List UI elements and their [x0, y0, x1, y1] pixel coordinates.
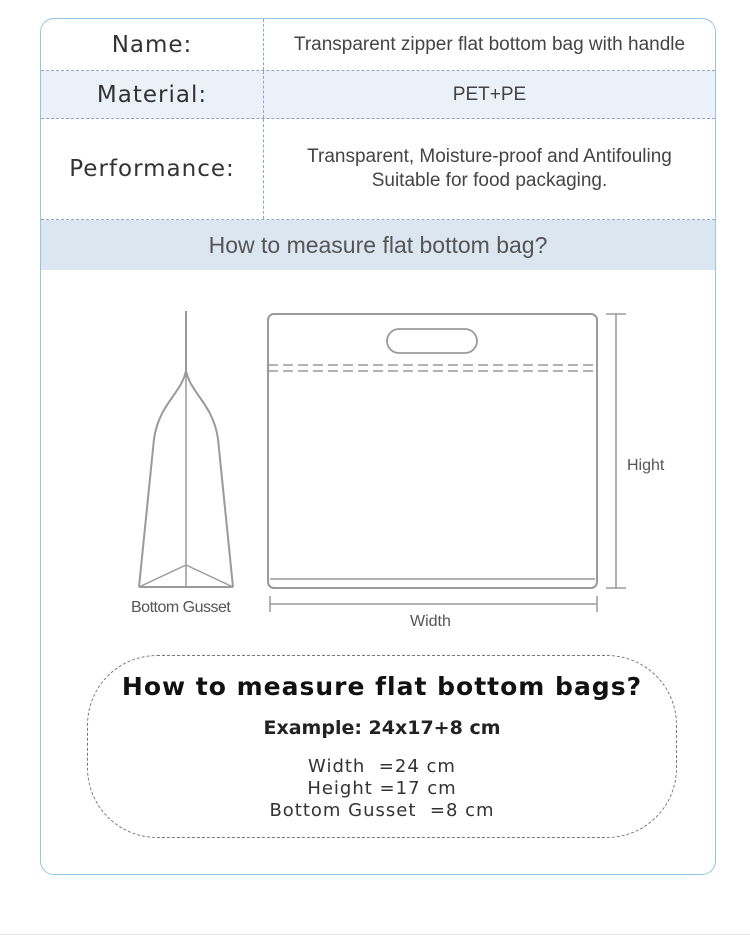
width-dimension [270, 596, 597, 612]
side-view-bag [139, 311, 233, 587]
name-label: Name: [111, 31, 193, 58]
height-dimension [606, 314, 626, 588]
front-view-bag [268, 314, 597, 588]
material-label: Material: [96, 81, 208, 108]
performance-label: Performance: [69, 156, 235, 182]
product-card [40, 18, 716, 875]
gusset-line: Bottom Gusset =8 cm [269, 800, 495, 821]
example-line: Example: 24x17+8 cm [263, 717, 501, 739]
performance-line-2: Suitable for food packaging. [371, 170, 608, 191]
height-label: Hight [627, 457, 665, 474]
example-title: How to measure flat bottom bags? [121, 672, 643, 701]
gusset-label: Bottom Gusset [131, 599, 231, 616]
name-value: Transparent zipper flat bottom bag with handle [263, 19, 715, 70]
performance-line-1: Transparent, Moisture-proof and Antifouling [307, 146, 672, 167]
width-label: Width [410, 613, 451, 630]
measure-header: How to measure flat bottom bag? [41, 220, 715, 270]
height-line: Height =17 cm [307, 778, 457, 799]
page-divider [0, 934, 750, 935]
material-value: PET+PE [263, 71, 715, 118]
width-line: Width =24 cm [308, 756, 456, 777]
example-box [87, 655, 677, 838]
